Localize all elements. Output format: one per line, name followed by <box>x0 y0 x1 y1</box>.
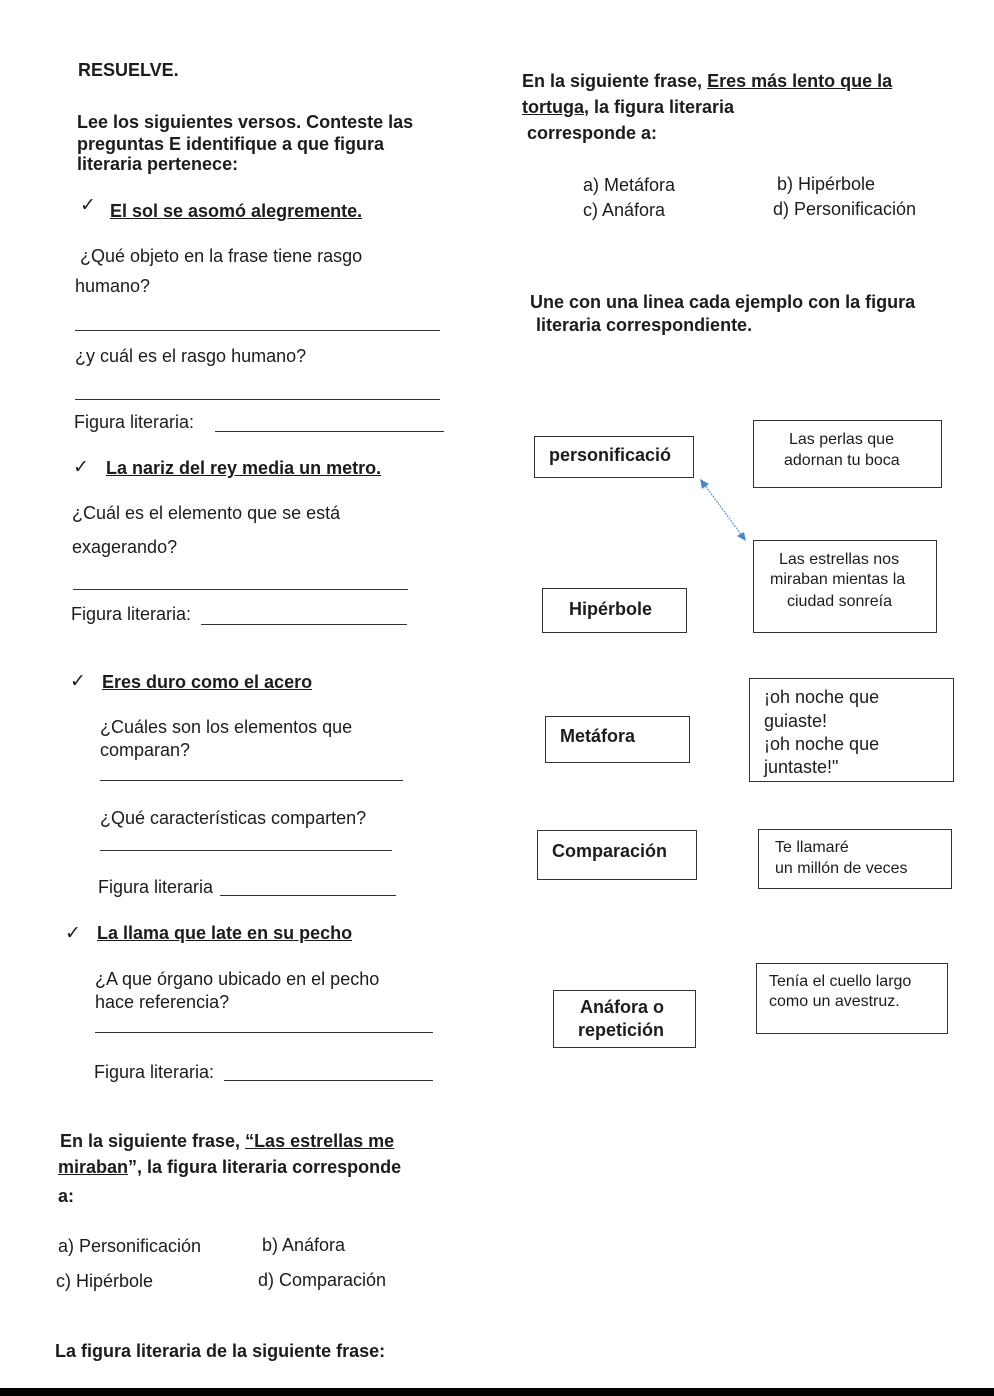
example-text: miraban mientas la <box>770 571 906 588</box>
instructions-line-3: literaria pertenece: <box>77 154 239 174</box>
question-3a-line-1: ¿Cuáles son los elementos que <box>100 717 353 737</box>
example-text: ¡oh noche que <box>764 687 880 707</box>
example-text: adornan tu boca <box>784 452 900 469</box>
check-icon: ✓ <box>65 923 81 944</box>
mc1-option-a[interactable]: a) Personificación <box>58 1236 202 1256</box>
example-text: Te llamaré <box>775 839 849 856</box>
figure-label: personificació <box>549 445 672 465</box>
example-text: como un avestruz. <box>769 993 900 1010</box>
example-text: Las perlas que <box>789 431 894 448</box>
match-instructions-line-2: literaria correspondiente. <box>536 315 753 335</box>
example-text: ¡oh noche que <box>764 734 880 754</box>
page-title: RESUELVE. <box>78 60 179 80</box>
mc1-prompt-line-2: miraban”, la figura literaria corresponde <box>58 1157 402 1177</box>
question-3a-line-2: comparan? <box>100 740 191 760</box>
example-text: Las estrellas nos <box>779 551 900 568</box>
figure-label: Hipérbole <box>569 599 653 619</box>
mc2-option-b[interactable]: b) Hipérbole <box>777 174 876 194</box>
mc2-prompt-line-1: En la siguiente frase, Eres más lento que la <box>522 71 893 91</box>
arrow-head-icon <box>700 479 709 489</box>
arrow-head-icon <box>737 532 746 541</box>
example-text: ciudad sonreía <box>787 593 892 610</box>
check-icon: ✓ <box>70 671 86 692</box>
figure-label: Anáfora o <box>580 997 665 1017</box>
example-text: guiaste! <box>764 711 828 731</box>
question-1b: ¿y cuál es el rasgo humano? <box>75 346 307 366</box>
instructions-line-2: preguntas E identifique a que figura <box>77 134 385 154</box>
mc1-prompt-line-3: a: <box>58 1186 75 1206</box>
example-text: un millón de veces <box>775 860 908 877</box>
mc2-prompt-line-3: corresponde a: <box>527 123 658 143</box>
question-2a-line-2: exagerando? <box>72 537 178 557</box>
question-2a-line-1: ¿Cuál es el elemento que se está <box>72 503 341 523</box>
verse-2: La nariz del rey media un metro. <box>106 458 382 478</box>
mc2-option-d[interactable]: d) Personificación <box>773 199 917 219</box>
figura-label-4: Figura literaria: <box>94 1062 215 1082</box>
mc2-option-a[interactable]: a) Metáfora <box>583 175 676 195</box>
instructions-line-1: Lee los siguientes versos. Conteste las <box>77 112 414 132</box>
mc2-option-c[interactable]: c) Anáfora <box>583 200 666 220</box>
figura-label-2: Figura literaria: <box>71 604 192 624</box>
figure-label: repetición <box>578 1020 665 1040</box>
mc1-option-d[interactable]: d) Comparación <box>258 1270 387 1290</box>
question-3b: ¿Qué características comparten? <box>100 808 367 828</box>
match-instructions-line-1: Une con una linea cada ejemplo con la figura <box>530 292 916 312</box>
example-text: Tenía el cuello largo <box>769 973 912 990</box>
question-1a-line-1: ¿Qué objeto en la frase tiene rasgo <box>80 246 363 266</box>
mc2-prompt-line-2: tortuga, la figura literaria <box>522 97 735 117</box>
verse-3: Eres duro como el acero <box>102 672 313 692</box>
figure-label: Metáfora <box>560 726 636 746</box>
mc1-option-c[interactable]: c) Hipérbole <box>56 1271 154 1291</box>
scan-border <box>0 1388 994 1396</box>
figura-label-3: Figura literaria <box>98 877 214 897</box>
mc1-option-b[interactable]: b) Anáfora <box>262 1235 346 1255</box>
verse-4: La llama que late en su pecho <box>97 923 353 943</box>
mc1-prompt-line-1: En la siguiente frase, “Las estrellas me <box>60 1131 395 1151</box>
question-1a-line-2: humano? <box>75 276 151 296</box>
figure-label: Comparación <box>552 841 668 861</box>
example-text: juntaste!" <box>764 757 839 777</box>
final-prompt: La figura literaria de la siguiente frase: <box>55 1341 386 1361</box>
question-4a-line-1: ¿A que órgano ubicado en el pecho <box>95 969 380 989</box>
check-icon: ✓ <box>73 457 89 478</box>
check-icon: ✓ <box>80 195 96 216</box>
verse-1: El sol se asomó alegremente. <box>110 201 363 221</box>
figura-label-1: Figura literaria: <box>74 412 195 432</box>
question-4a-line-2: hace referencia? <box>95 992 230 1012</box>
